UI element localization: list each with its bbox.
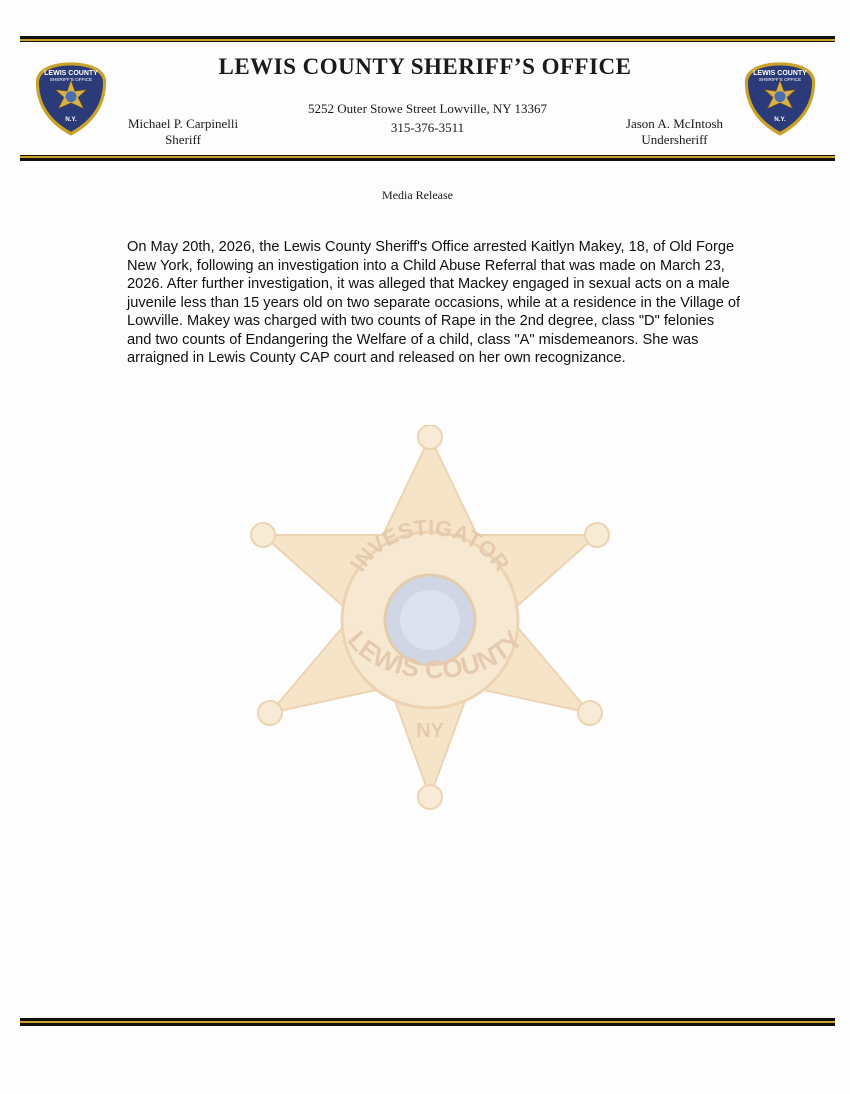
watermark-bottom-text: NY (416, 720, 444, 742)
sheriff-name: Michael P. Carpinelli (127, 116, 239, 131)
office-title: LEWIS COUNTY SHERIFF’S OFFICE (218, 54, 632, 79)
watermark-middle-text: LEWIS COUNTY (341, 624, 529, 685)
top-rule (20, 36, 835, 42)
patch-bottom-text: N.Y. (774, 115, 786, 123)
footer-rule (20, 1018, 835, 1026)
patch-top-text: LEWIS COUNTY (753, 69, 807, 77)
patch-middle-text: SHERIFF'S OFFICE (758, 77, 802, 83)
undersheriff-name: Jason A. McIntosh (625, 116, 724, 131)
office-phone: 315-376-3511 (390, 120, 465, 135)
sheriff-block (118, 116, 248, 148)
patch-top-text: LEWIS COUNTY (44, 69, 98, 77)
office-address: 5252 Outer Stowe Street Lowville, NY 13367 (308, 101, 547, 116)
patch-bottom-text: N.Y. (65, 115, 77, 123)
patch-middle-text: SHERIFF'S OFFICE (49, 77, 93, 83)
undersheriff-title: Undersheriff (641, 132, 708, 147)
investigator-badge-watermark-icon (245, 425, 615, 810)
undersheriff-block (612, 116, 737, 148)
media-release-label: Media Release (382, 188, 453, 202)
watermark-top-text: INVESTIGATOR (345, 514, 515, 577)
release-body: On May 20th, 2026, the Lewis County Sheriff's Office arrested Kaitlyn Makey, 18, of Old Forge New York, following an investigation into a Child Abuse Referral that was made on March 23, 2026. After further investigation, it was alleged that Mackey engaged in sexual acts on a male juvenile less than 15 years old on two separate occasions, while at a residence in the Village of Lowville. Makey was charged with two counts of Rape in the 2nd degree, class "D" felonies and two counts of Endangering the Welfare of a child, class "A" misdemeanors. She was arraigned in Lewis County CAP court and released on her own recognizance. (127, 239, 741, 366)
header-divider (20, 155, 835, 161)
sheriff-title: Sheriff (165, 132, 201, 147)
